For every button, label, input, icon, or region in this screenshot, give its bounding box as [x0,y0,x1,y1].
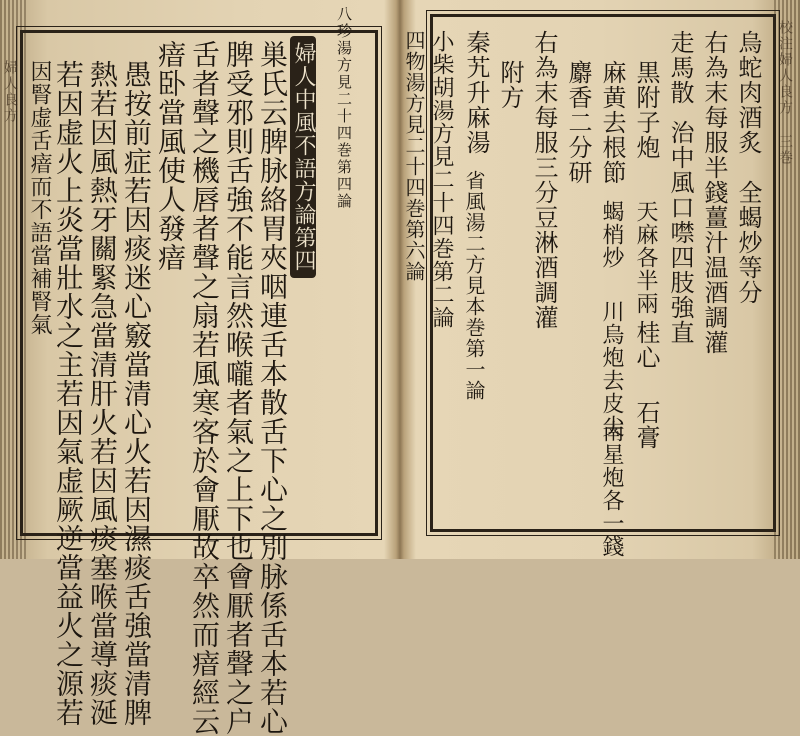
right-col-6d: 南星炮各一錢 [599,420,624,558]
right-col-3: 走馬散 [666,30,694,105]
right-col-12: 四物湯方見二十四巻第六論 [402,30,426,282]
right-col-10b: 省風湯二方見本巻第一論 [462,170,486,401]
right-col-11: 小柴胡湯方見二十四巻第二論 [429,30,454,329]
right-col-1b: 全蝎炒等分 [734,180,762,305]
right-col-2: 右為末每服半錢薑汁温酒調灌 [700,30,728,355]
right-col-6c: 川烏炮去皮尖 [599,300,624,438]
right-col-4c: 桂心 [632,320,660,370]
right-col-10: 秦艽升麻湯 [462,30,490,155]
margin-text-left: 婦人良方 [2,60,18,124]
left-col-1: 八珍湯方見二十四巻第四論 [335,6,353,210]
left-col-5: 舌者聲之機唇者聲之扇若風寒客於會厭故卒然而瘖經云 [188,40,221,736]
right-col-1: 烏蛇肉酒炙 [734,30,762,155]
right-col-8: 右為末每服三分豆淋酒調灌 [530,30,558,330]
left-col-8: 熱若因風熱牙關緊急當清肝火若因風痰塞喉當導痰涎 [86,60,119,727]
left-col-9: 若因虚火上炎當壯水之主若因氣虚厥逆當益火之源若 [52,60,85,727]
right-col-5: 治中風口噤四肢強直 [666,120,694,345]
left-col-10: 因腎虚舌瘖而不語當補腎氣 [27,60,52,336]
right-col-7: 麝香二分研 [564,60,592,185]
section-title: 婦人中風不語方論第四 [290,36,316,278]
right-col-9: 附方 [496,60,524,110]
left-col-4: 脾受邪則舌強不能言然喉嚨者氣之上下也會厭者聲之户 [222,40,255,736]
left-col-6: 瘖卧當風使人發瘖 [154,40,187,272]
right-col-6b: 蝎梢炒 [599,200,624,269]
right-page [400,0,800,559]
margin-text-right: 校注婦人良方 三巻 [777,20,793,166]
left-col-3: 巣氏云脾脉絡胃夾咽連舌本散舌下心之別脉係舌本若心 [256,40,289,736]
right-col-4b: 天麻各半兩 [633,200,658,315]
right-col-4: 黒附子炮 [632,60,660,160]
right-col-6: 麻黄去根節 [598,60,626,185]
right-col-4d: 石膏 [632,400,660,450]
left-col-7: 愚按前症若因痰迷心竅當清心火若因濕痰舌強當清脾 [120,60,153,727]
